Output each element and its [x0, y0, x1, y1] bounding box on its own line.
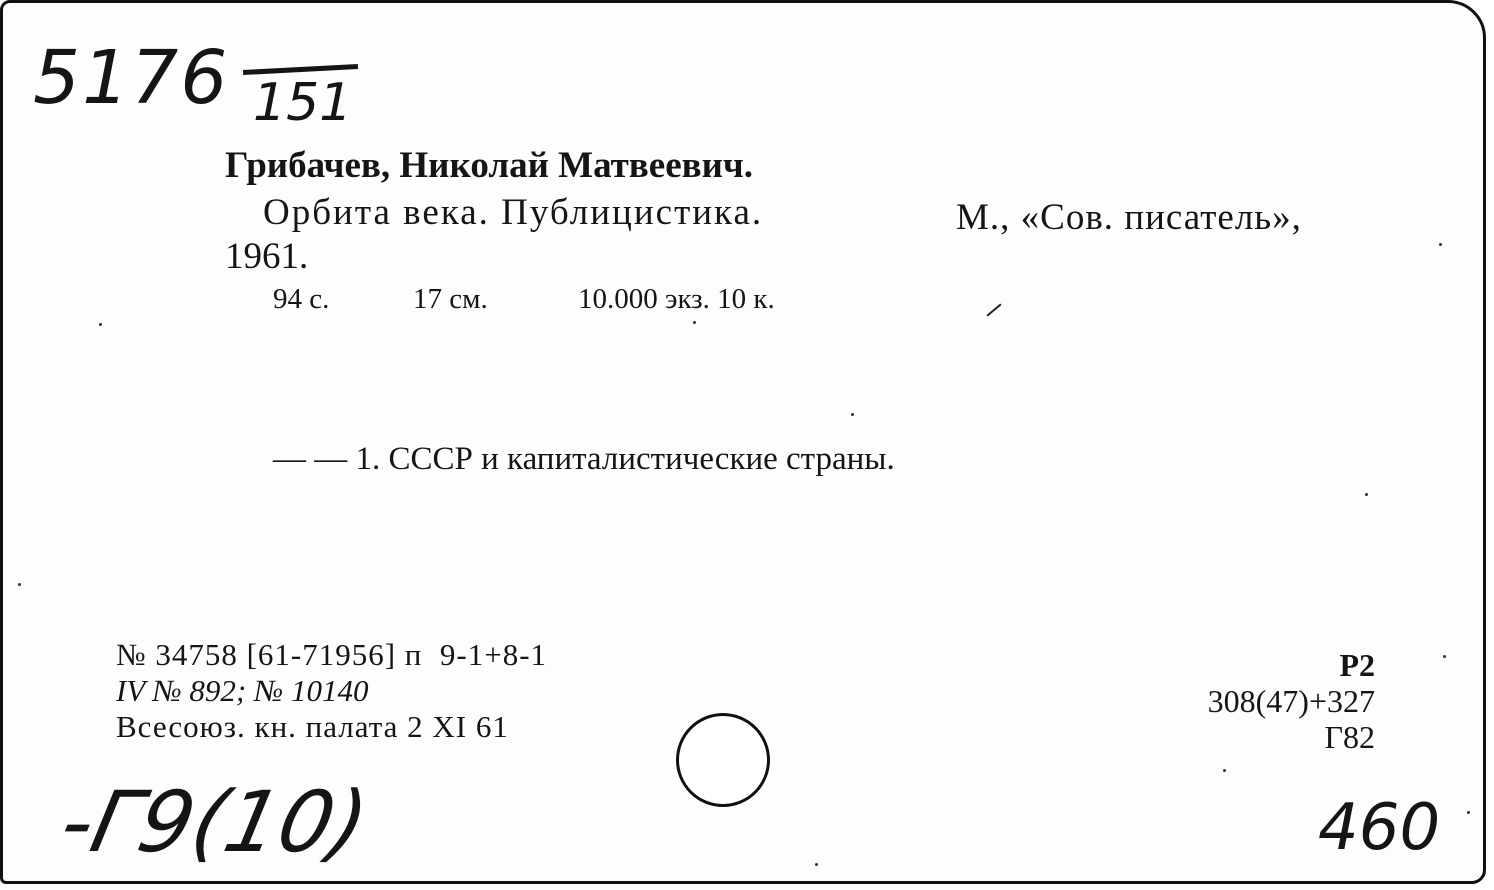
registration-line-3: Всесоюз. кн. палата 2 XI 61 — [116, 709, 509, 744]
scan-speck — [1439, 243, 1442, 246]
classification-code-1: Р2 — [1339, 647, 1375, 683]
author-heading: Грибачев, Николай Матвеевич. — [225, 145, 754, 186]
scan-speck — [99, 323, 102, 326]
classification-code-2: 308(47)+327 — [1207, 683, 1375, 719]
scan-speck — [693, 321, 696, 324]
print-run-price: 10.000 экз. 10 к. — [578, 283, 775, 315]
handwritten-price: 460 — [1318, 791, 1441, 865]
classification-code-3: Г82 — [1324, 719, 1375, 755]
scan-speck — [1443, 655, 1446, 658]
subject-heading: — — 1. СССР и капиталистические страны. — [273, 441, 895, 477]
scan-speck — [1467, 811, 1470, 814]
pen-tick-mark — [986, 303, 1001, 316]
handwritten-shelf-mark: -Г9(10) — [52, 773, 377, 871]
scan-speck — [18, 583, 21, 586]
title-line: Орбита века. Публицистика. — [263, 192, 764, 233]
scan-speck — [815, 863, 818, 866]
handwritten-call-number: 5176 — [33, 35, 230, 121]
book-size: 17 см. — [413, 283, 488, 315]
punch-hole — [676, 713, 770, 807]
scan-speck — [1223, 769, 1226, 772]
scan-speck — [1365, 493, 1368, 496]
registration-line-2: IV № 892; № 10140 — [116, 673, 369, 708]
page-count: 94 с. — [273, 283, 330, 315]
scan-speck — [851, 413, 854, 416]
handwritten-fraction-number: 151 — [253, 73, 353, 133]
publication-year: 1961. — [225, 236, 309, 277]
publisher-line: М., «Сов. писатель», — [956, 197, 1302, 238]
registration-line-1: № 34758 [61-71956] п 9-1+8-1 — [116, 637, 548, 672]
